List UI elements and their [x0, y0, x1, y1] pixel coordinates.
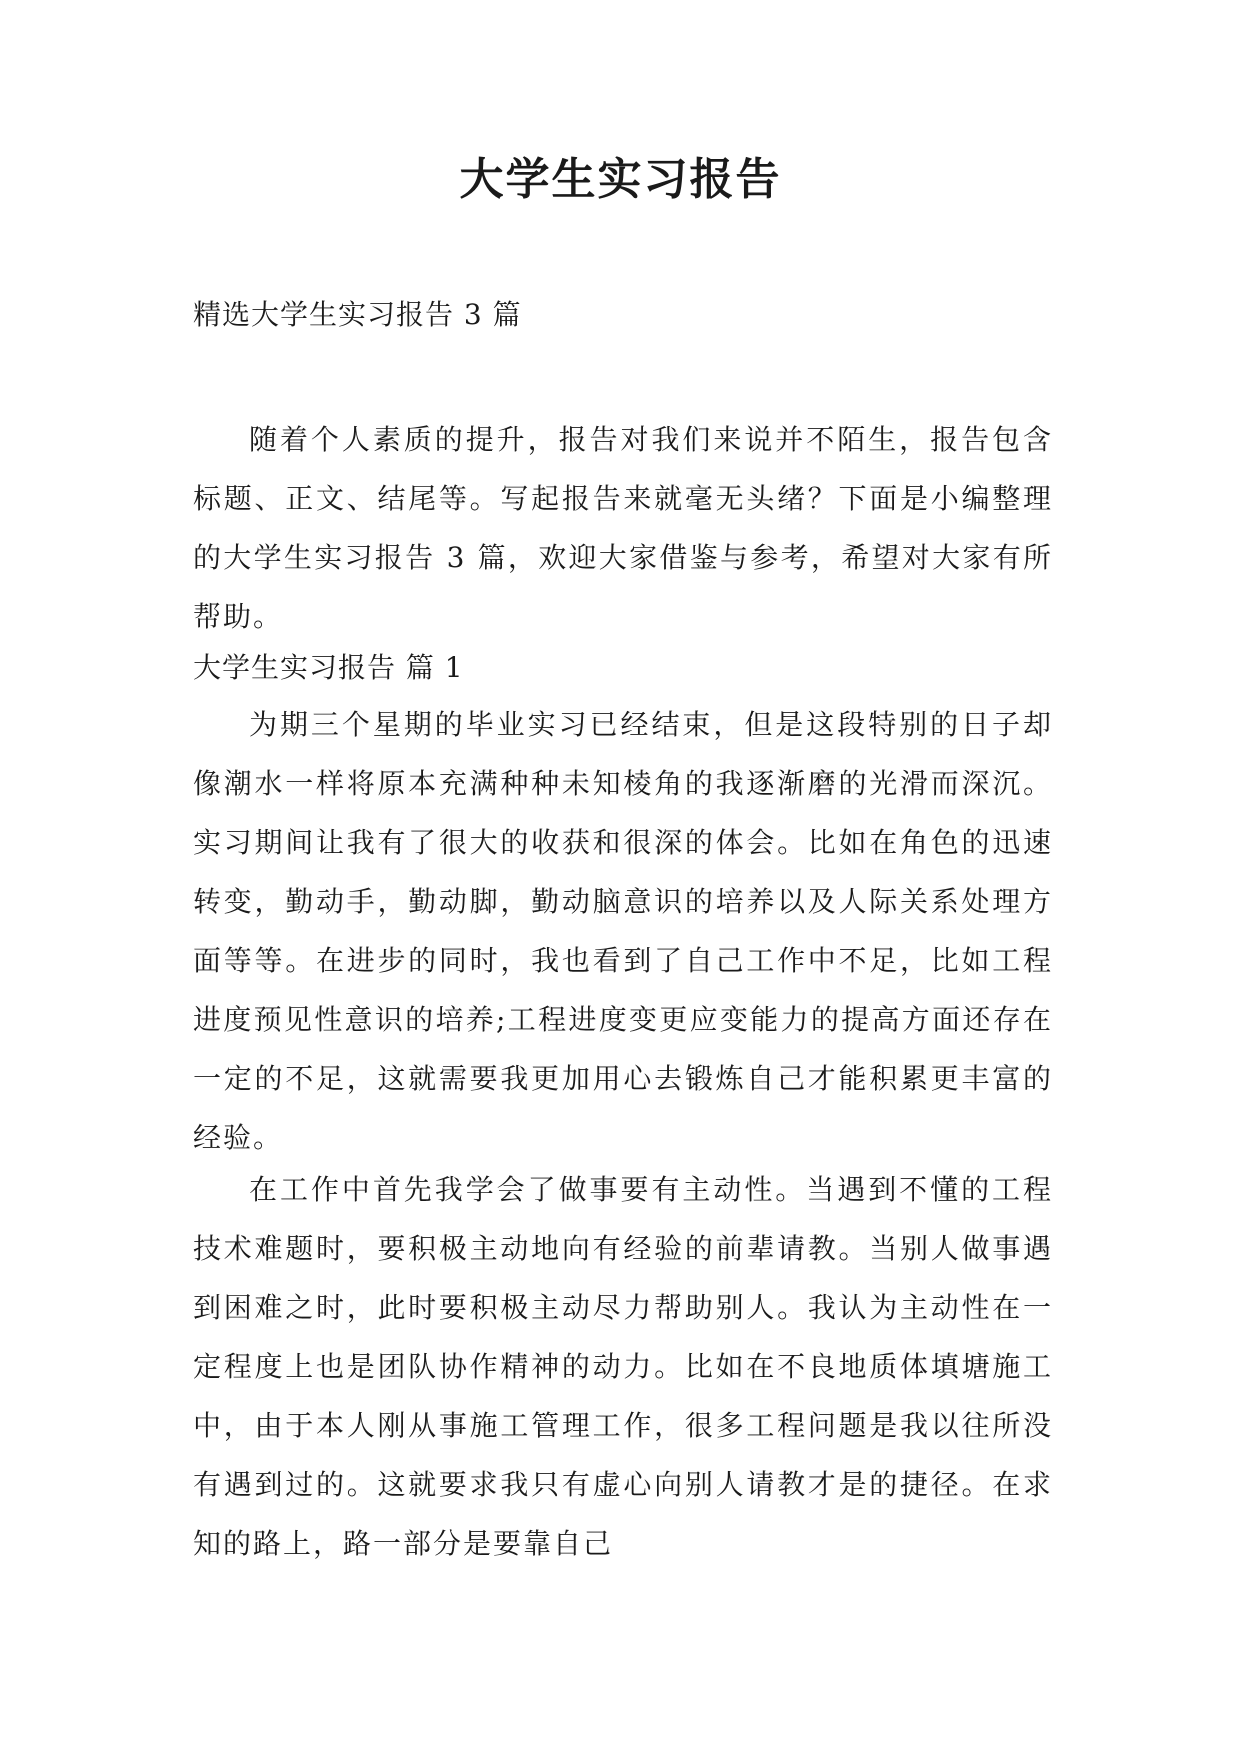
document-title: 大学生实习报告	[459, 154, 782, 205]
body-paragraph-2-block	[193, 1160, 1053, 1573]
body-paragraph-1-block	[193, 695, 1053, 1167]
intro-paragraph: 随着个人素质的提升，报告对我们来说并不陌生，报告包含标题、正文、结尾等。写起报告来就毫无头绪？下面是小编整理的大学生实习报告 3 篇，欢迎大家借鉴与参考，希望对大家有所帮助。	[193, 423, 1053, 633]
section-heading: 大学生实习报告 篇 1	[193, 651, 464, 684]
document-subtitle: 精选大学生实习报告 3 篇	[193, 298, 522, 331]
section-heading-block	[193, 638, 1053, 697]
intro-block	[193, 410, 1053, 646]
body-paragraph: 为期三个星期的毕业实习已经结束，但是这段特别的日子却像潮水一样将原本充满种种未知棱角的我逐渐磨的光滑而深沉。实习期间让我有了很大的收获和很深的体会。比如在角色的迅速转变，勤动手，勤动脚，勤动脑意识的培养以及人际关系处理方面等等。在进步的同时，我也看到了自己工作中不足，比如工程进度预见性意识的培养;工程进度变更应变能力的提高方面还存在一定的不足，这就需要我更加用心去锻炼自己才能积累更丰富的经验。	[193, 708, 1053, 1154]
body-paragraph: 在工作中首先我学会了做事要有主动性。当遇到不懂的工程技术难题时，要积极主动地向有经验的前辈请教。当别人做事遇到困难之时，此时要积极主动尽力帮助别人。我认为主动性在一定程度上也是团队协作精神的动力。比如在不良地质体填塘施工中，由于本人刚从事施工管理工作，很多工程问题是我以往所没有遇到过的。这就要求我只有虚心向别人请教才是的捷径。在求知的路上，路一部分是要靠自己	[193, 1173, 1053, 1560]
